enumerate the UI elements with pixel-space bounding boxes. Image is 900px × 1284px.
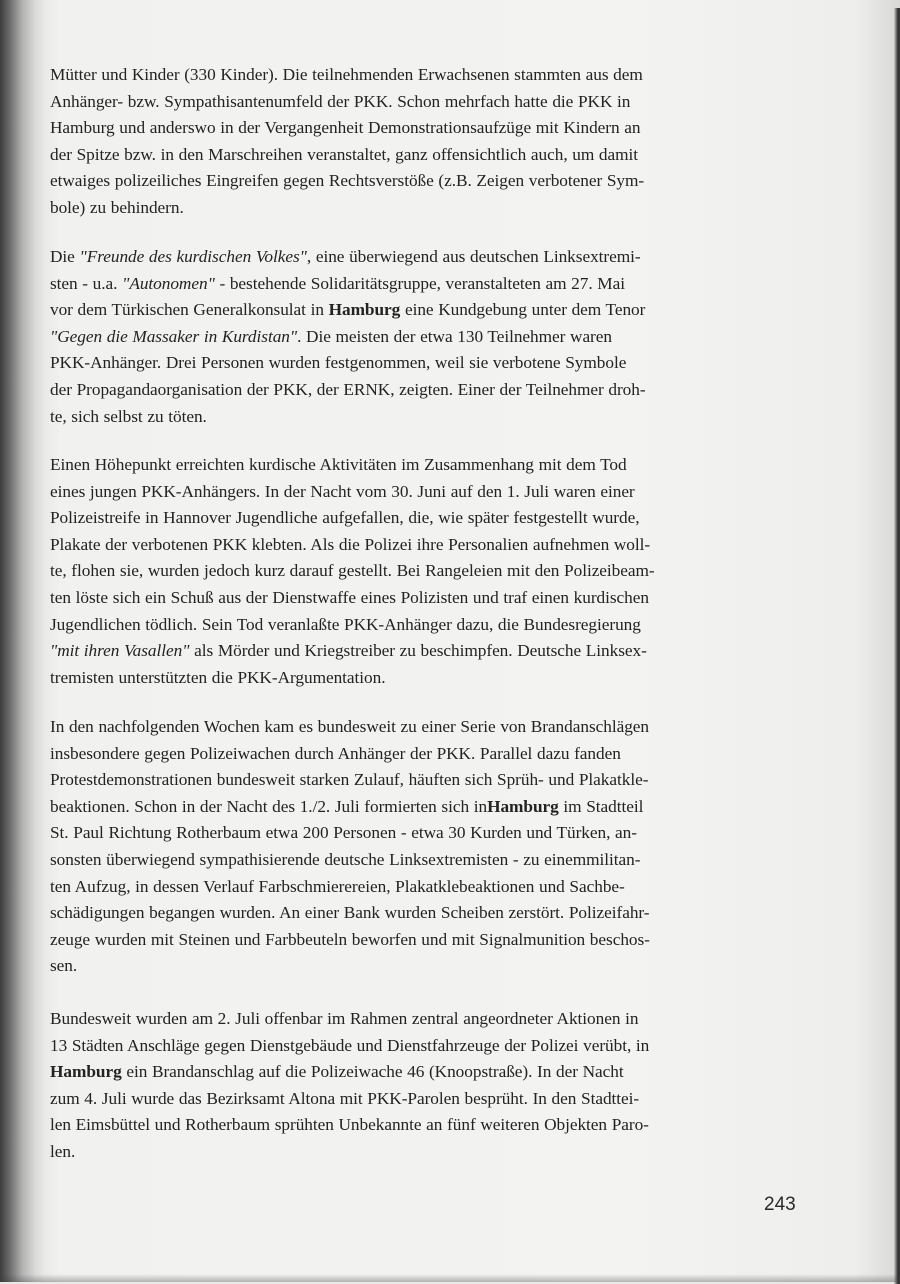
text-run: - bestehende Solidaritätsgruppe, veranstalteten am 27. Mai vor dem Türkischen Generalkonsulat in bbox=[50, 273, 625, 320]
bold-text: Hamburg bbox=[328, 300, 401, 320]
page-edge-bottom bbox=[0, 1274, 900, 1282]
bold-text: Hamburg bbox=[50, 1062, 122, 1082]
page-number: 243 bbox=[764, 1194, 796, 1215]
text-run: Bundesweit wurden am 2. Juli offenbar im Rahmen zentral angeordneter Aktionen in 13 Städten Anschläge gegen Dienstgebäude und Dienstfahrzeuge der Polizei verübt, in bbox=[50, 1009, 650, 1055]
italic-text: "Freunde des kurdischen Volkes" bbox=[79, 247, 307, 266]
text-run: ein Brandanschlag auf die Polizeiwache 46 (Knoopstraße). In der Nacht zum 4. Juli wurde das Bezirksamt Altona mit PKK-Parolen besprüht. In den Stadttei- len Eimsbüttel und Rotherbaum sprühten Unbekannte an fünf weiteren Objekten Paro- len. bbox=[50, 1062, 649, 1161]
text-run: , eine überwiegend aus deutschen Linksextremi- sten - u.a. bbox=[50, 247, 641, 293]
italic-text: "Gegen die Massaker in Kurdistan" bbox=[50, 326, 298, 346]
page-edge-right bbox=[894, 8, 900, 1284]
text-run: In den nachfolgenden Wochen kam es bundesweit zu einer Serie von Brandanschlägen insbesondere gegen Polizeiwachen durch Anhänger der PKK. Parallel dazu fanden Protestdemonstrationen bundesweit starken Zulauf, häuften sich Sprüh- und Plakatkle- beaktionen. Schon in der Nacht des 1./2. Juli formierten sich in bbox=[50, 717, 650, 816]
text-run: Mütter und Kinder (330 Kinder). Die teilnehmenden Erwachsenen stammten aus dem Anhänger- bzw. Sympathisantenumfeld der PKK. Schon mehrfach hatte die PKK in Hamburg und anderswo in der Vergangenheit Demonstrationsaufzüge mit Kindern an der Spitze bzw. in den Marschreihen veranstaltet, ganz offensichtlich auch, um damit etwaiges polizeiliches Eingreifen gegen Rechtsverstöße (z.B. Zeigen verbotener Sym- bole) zu behindern. bbox=[50, 65, 645, 217]
book-gutter-shadow bbox=[0, 0, 44, 1282]
text-run: im Stadtteil St. Paul Richtung Rotherbaum etwa 200 Personen - etwa 30 Kurden und Türken, an- sonsten überwiegend sympathisierende deutsche Linksextremisten - zu einemmilitan- ten Aufzug, in dessen Verlauf Farbschmierereien, Plakatklebeaktionen und Sachbe- schädigungen begangen wurden. An einer Bank wurden Scheiben zerstört. Polizeifahr- zeuge wurden mit Steinen und Farbbeuteln beworfen und mit Signalmunition beschos- sen. bbox=[50, 796, 650, 976]
text-run: . Die meisten der etwa 130 Teilnehmer waren PKK-Anhänger. Drei Personen wurden festgenommen, weil sie verbotene Symbole der Propagandaorganisation der PKK, der ERNK, zeigten. Einer der Teilnehmer droh- te, sich selbst zu töten. bbox=[50, 326, 646, 426]
bold-text: Hamburg bbox=[487, 796, 559, 816]
paragraph-2 bbox=[50, 244, 806, 430]
text-run: eine Kundgebung unter dem Tenor bbox=[404, 300, 646, 320]
italic-text: "Autonomen" bbox=[122, 273, 215, 293]
paragraph-5 bbox=[50, 1006, 806, 1166]
paragraph-1 bbox=[50, 62, 806, 222]
paragraph-3 bbox=[50, 452, 806, 691]
paragraph-4 bbox=[50, 714, 806, 980]
text-run: Einen Höhepunkt erreichten kurdische Aktivitäten im Zusammenhang mit dem Tod eines jungen PKK-Anhängers. In der Nacht vom 30. Juni auf den 1. Juli waren einer Polizeistreife in Hannover Jugendliche aufgefallen, die, wie später festgestellt wurde, Plakate der verbotenen PKK klebten. Als die Polizei ihre Personalien aufnehmen woll- te, flohen sie, wurden jedoch kurz darauf gestellt. Bei Rangeleien mit den Polizeibeam- ten löste sich ein Schuß aus der Dienstwaffe eines Polizisten und traf einen kurdischen Jugendlichen tödlich. Sein Tod veranlaßte PKK-Anhänger dazu, die Bundesregierung bbox=[50, 455, 655, 634]
italic-text: "mit ihren Vasallen" bbox=[50, 641, 190, 661]
text-run: Die bbox=[50, 247, 80, 266]
text-run: als Mörder und Kriegstreiber zu beschimpfen. Deutsche Linksex- tremisten unterstützten die PKK-Argumentation. bbox=[50, 641, 647, 687]
